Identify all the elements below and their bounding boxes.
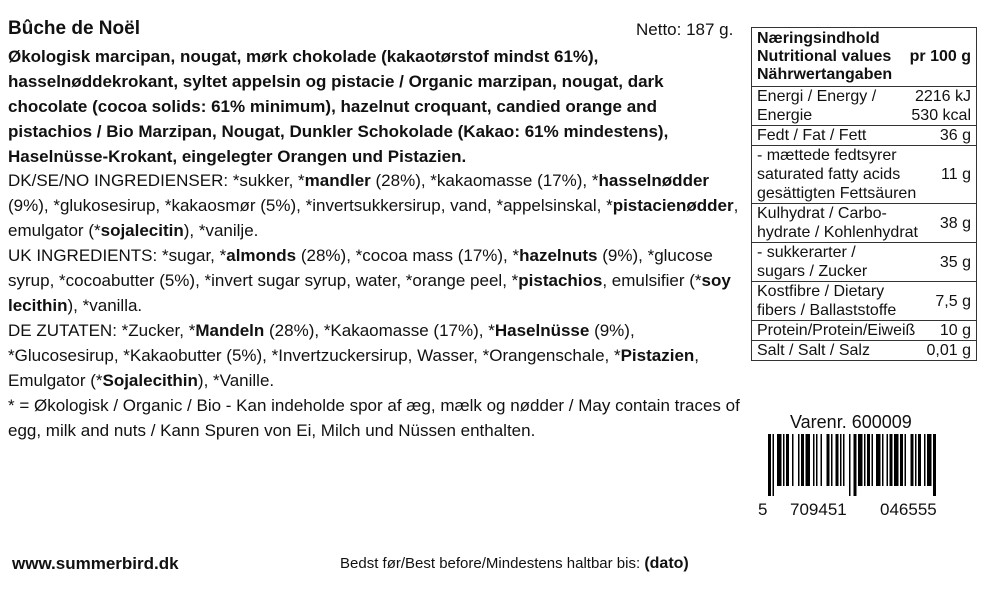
net-weight: Netto: 187 g.: [636, 20, 734, 39]
barcode-bar: [773, 434, 775, 496]
nutrition-row-carbohydrate: Kulhydrat / Carbo- hydrate / Kohlenhydrat 38 g: [752, 203, 976, 242]
barcode-bar: [864, 434, 866, 486]
product-description: Økologisk marcipan, nougat, mørk chokolade (kakaotørstof mindst 61%), hasselnøddekrokant, syltet appelsin og pistacie / Organic marzipan, nougat, dark chocolate (cocoa solids: 61% minimum), hazelnut croquant, candied orange and pistachios / Bio Marzipan, Nougat, Dunkler Schokolade (Kakao: 61% mindestens), Haselnüsse-Krokant, eingelegter Orangen und Pistazien.: [8, 47, 669, 166]
nutrition-row-fibre: Kostfibre / Dietary fibers / Ballaststoffe 7,5 g: [752, 281, 976, 320]
barcode-bar: [836, 434, 839, 486]
barcode-bar: [876, 434, 881, 486]
website-url: www.summerbird.dk: [12, 554, 179, 573]
barcode-bar: [821, 434, 823, 486]
nutrition-row-energy: Energi / Energy / Energie 2216 kJ 530 kcal: [752, 86, 976, 125]
nutrition-row-fat: Fedt / Fat / Fett 36 g: [752, 125, 976, 145]
nutrition-header-per: pr 100 g: [909, 48, 971, 65]
barcode-bar: [918, 434, 921, 486]
barcode-digit-first: 5: [758, 500, 768, 519]
nutrition-header-da: Næringsindhold: [757, 30, 880, 47]
barcode-bar: [798, 434, 800, 486]
barcode-bar: [915, 434, 917, 486]
ingredients-de: DE ZUTATEN: *Zucker, *Mandeln (28%), *Kakaomasse (17%), *Haselnüsse (9%), *Glucosesirup, *Kakaobutter (5%), *Invertzuckersirup, Wasser, *Orangenschale, *Pistazien, Emulgator (*Sojalecithin), *Vanille.: [8, 321, 700, 390]
barcode-bar: [894, 434, 899, 486]
allergen-note: * = Økologisk / Organic / Bio - Kan indeholde spor af æg, mælk og nødder / May contain traces of egg, milk and nuts / Kann Spuren von Ei, Milch und Nüssen enthalten.: [8, 396, 740, 440]
nutrition-header-de: Nährwertangaben: [757, 66, 893, 83]
barcode-bar: [890, 434, 893, 486]
nutrition-header: [752, 28, 976, 86]
barcode-bar: [813, 434, 815, 486]
barcode-bar: [777, 434, 782, 486]
barcode-bar: [768, 434, 771, 496]
barcode-bar: [801, 434, 804, 486]
product-title: Bûche de Noël: [8, 18, 140, 39]
barcode-bar: [843, 434, 845, 486]
barcode-bar: [911, 434, 914, 486]
nutrition-table: [751, 27, 977, 361]
nutrition-row-protein: Protein/Protein/Eiweiß 10 g: [752, 320, 976, 340]
best-before-label: Bedst før/Best before/Mindestens haltbar bis:: [340, 555, 645, 572]
barcode-bar: [933, 434, 936, 496]
ingredients-dk: DK/SE/NO INGREDIENSER: *sukker, *mandler (28%), *kakaomasse (17%), *hasselnødder (9%), *glukosesirup, *kakaosmør (5%), *invertsukkersirup, vand, *appelsinskal, *pistacienødder, emulgator (*sojalecitin), *vanilje.: [8, 171, 739, 240]
nutrition-header-en: Nutritional values: [757, 48, 892, 65]
barcode-bar: [849, 434, 851, 496]
barcode-bar: [900, 434, 903, 486]
barcode-bar: [882, 434, 884, 486]
barcode-bar: [872, 434, 874, 486]
barcode-bar: [887, 434, 889, 486]
nutrition-row-salt: Salt / Salt / Salz 0,01 g: [752, 340, 976, 360]
barcode-bar: [792, 434, 794, 486]
barcode-bar: [816, 434, 818, 486]
best-before: [340, 555, 689, 573]
barcode-bar: [858, 434, 863, 486]
nutrition-row-sugars: - sukkerarter / sugars / Zucker 35 g: [752, 242, 976, 281]
barcode-digits-right: 046555: [880, 500, 937, 519]
nutrition-row-saturated: - mættede fedtsyrer saturated fatty acids gesättigten Fettsäuren 11 g: [752, 145, 976, 203]
barcode-bar: [783, 434, 785, 486]
item-number: Varenr. 600009: [790, 412, 912, 432]
barcode-bar: [831, 434, 833, 486]
barcode-digits-left: 709451: [790, 500, 847, 519]
best-before-value: (dato): [644, 555, 689, 572]
ingredients-block: [8, 168, 744, 443]
barcode-bar: [924, 434, 926, 486]
barcode-bar: [786, 434, 789, 486]
barcode-bar: [854, 434, 857, 496]
barcode-bar: [806, 434, 811, 486]
ingredients-uk: UK INGREDIENTS: *sugar, *almonds (28%), *cocoa mass (17%), *hazelnuts (9%), *glucose syrup, *cocoabutter (5%), *invert sugar syrup, water, *orange peel, *pistachios, emulsifier (*soy lecithin), *vanilla.: [8, 246, 731, 315]
barcode-bar: [827, 434, 830, 486]
barcode-bar: [840, 434, 842, 486]
barcode: [754, 434, 979, 496]
barcode-bar: [905, 434, 907, 486]
barcode-bar: [927, 434, 932, 486]
barcode-bar: [867, 434, 870, 486]
